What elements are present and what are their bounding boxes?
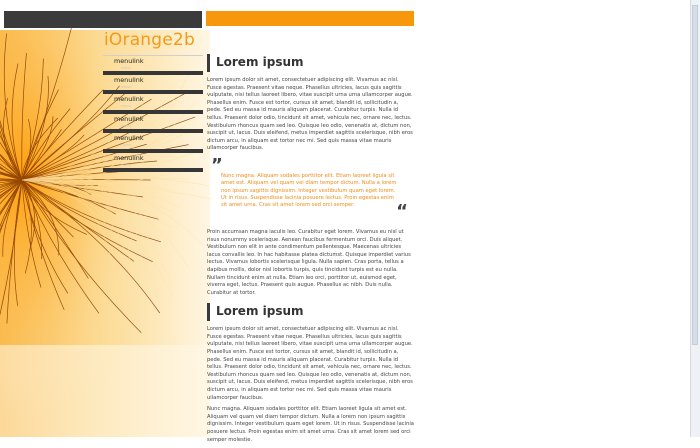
menu-item-label[interactable]: menulink — [114, 57, 144, 65]
quote-text: Nunc magna. Aliquam sodales porttitor elit. Etiam laoreet ligula sit amet est. Aliquam vel quam vel diam tempor dictum. Nulla a lorem non ipsum sagittis dignissim. Integer vestibulum quam eget lorem. Ut in risus. Suspendisse lacinia posuere lectus. Proin egestas enim sit amet urna. Cras sit amet lorem sed orci semper. — [221, 173, 401, 209]
menu-item-sublabel: menu — [121, 143, 131, 147]
menu-item-6[interactable] — [103, 153, 203, 173]
menu-item-label[interactable]: menulink — [114, 154, 144, 162]
menu-item-sublabel: menu — [121, 124, 131, 128]
sidebar-menu — [103, 55, 203, 172]
body-paragraph: Lorem ipsum dolor sit amet, consectetuer adipiscing elit. Vivamus ac nisl. Fusce egestas. Praesent vitae neque. Phasellus ultricies, lacus quis sagittis vulputate, nisi tellus laoreet libero, vitae suscipit urna urna ullamcorper augue. Phasellus enim. Fusce est tortor, cursus sit amet, blandit id, sollicitudin a, pede. Sed eu massa id mauris aliquam placerat. Curabitur turpis. Nulla id tellus. Praesent dolor odio, tincidunt sit amet, vehicula nec, ornare nec, lectus. Vestibulum rhoncus quam sed leo. Quisque leo odio, venenatis at, dictum non, suscipit ut, lacus. Duis eleifend, metus imperdiet sagittis scelerisque, nibh eros dictum arcu, in aliquam est tortor nec mi. Sed quis massa vitae mauris ullamcorper faucibus. — [207, 326, 414, 402]
section-heading: Lorem ipsum — [207, 54, 414, 72]
menu-item-sublabel: menu — [121, 66, 131, 70]
body-paragraph: Lorem ipsum dolor sit amet, consectetuer adipiscing elit. Vivamus ac nisl. Fusce egestas. Praesent vitae neque. Phasellus ultricies, lacus quis sagittis vulputate, nisi tellus laoreet libero, vitae suscipit urna urna ullamcorper augue. Phasellus enim. Fusce est tortor, cursus sit amet, blandit id, sollicitudin a, pede. Sed eu massa id mauris aliquam placerat. Curabitur turpis. Nulla id tellus. Praesent dolor odio, tincidunt sit amet, vehicula nec, ornare nec, lectus. Vestibulum rhoncus quam sed leo. Quisque leo odio, venenatis at, dictum non, suscipit ut, lacus. Duis eleifend, metus imperdiet sagittis scelerisque, nibh eros dictum arcu, in aliquam est tortor nec mi. Sed quis massa vitae mauris ullamcorper faucibus. — [207, 77, 414, 153]
main-content — [207, 54, 414, 448]
menu-item-label[interactable]: menulink — [114, 95, 144, 103]
open-quote-icon: ” — [211, 157, 223, 175]
close-quote-icon: “ — [396, 203, 408, 221]
menu-item-sublabel: menu — [121, 163, 131, 167]
header-orange-bar — [206, 11, 414, 26]
menu-item-sublabel: menu — [121, 104, 131, 108]
section-2 — [207, 303, 414, 444]
menu-item-2[interactable] — [103, 75, 203, 95]
site-title[interactable]: iOrange2b — [104, 30, 195, 50]
menu-item-4[interactable] — [103, 114, 203, 134]
menu-item-label[interactable]: menulink — [114, 134, 144, 142]
scrollbar-thumb[interactable] — [692, 5, 698, 345]
menu-item-3[interactable] — [103, 94, 203, 114]
menu-item-1[interactable] — [103, 55, 203, 75]
header-dark-bar — [4, 11, 202, 28]
menu-item-label[interactable]: menulink — [114, 76, 144, 84]
body-paragraph: Nunc magna. Aliquam sodales porttitor elit. Etiam laoreet ligula sit amet est. Aliquam vel quam vel diam tempor dictum. Nulla a lorem non ipsum sagittis dignissim. Integer vestibulum quam eget lorem. Ut in risus. Suspendisse lacinia posuere lectus. Proin egestas enim sit amet urna. Cras sit amet lorem sed orci semper molestie. — [207, 406, 414, 444]
menu-item-sublabel: menu — [121, 85, 131, 89]
menu-item-5[interactable] — [103, 133, 203, 153]
menu-item-label[interactable]: menulink — [114, 115, 144, 123]
body-paragraph: Proin accumsan magna iaculis leo. Curabitur eget lorem. Vivamus eu nisl ut risus nonummy scelerisque. Aenean faucibus fermentum orci. Duis aliquet. Vestibulum non elit in ante condimentum pellentesque. Maecenas ultricies lacus convallis leo. In hac habitasse platea dictumst. Quisque imperdiet varius lectus. Vivamus lobortis scelerisque ligula. Nulla sapien. Cras porta, tellus a dapibus mollis, dolor nisl lobortis turpis, quis tincidunt turpis est eu nulla. Nullam tincidunt enim at nulla. Etiam leo orci, porttitor ut, euismod eget, viverra eget, lectus. Praesent quis augue. Phasellus ac nibh. Duis nulla. Curabitur at tortor. — [207, 229, 414, 297]
blockquote — [207, 159, 414, 217]
section-heading: Lorem ipsum — [207, 303, 414, 321]
